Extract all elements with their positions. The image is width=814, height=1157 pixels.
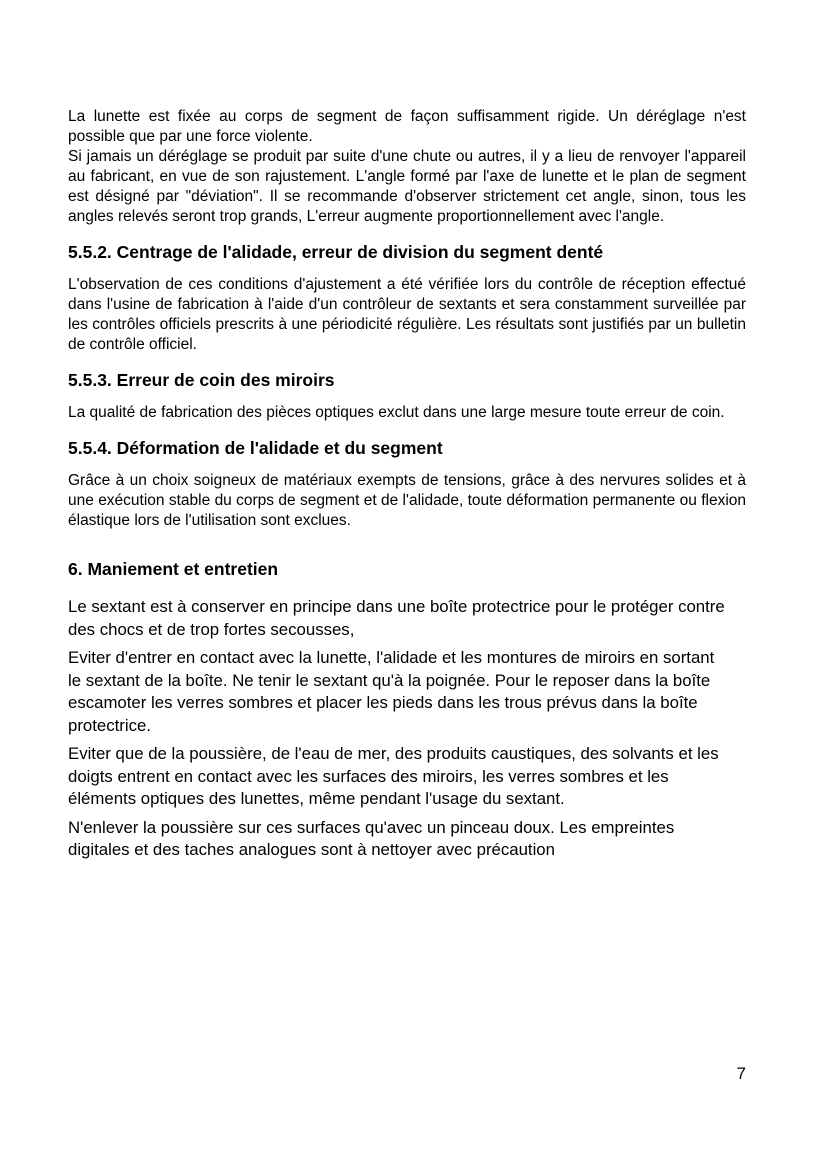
section-heading-554: 5.5.4. Déformation de l'alidade et du segment — [68, 438, 443, 458]
intro-paragraph-2: Si jamais un déréglage se produit par suite d'une chute ou autres, il y a lieu de renvoyer l'appareil au fabricant, en vue de son rajustement. L'angle formé par l'axe de lunette et le plan de segment est désigné par "déviation". Il se recommande d'observer strictement cet angle, sinon, tous les angles relevés seront trop grands, L'erreur augmente proportionnellement avec l'angle. — [68, 148, 746, 225]
section-552-paragraph: L'observation de ces conditions d'ajustement a été vérifiée lors du contrôle de réception effectué dans l'usine de fabrication à l'aide d'un contrôleur de sextants et sera constamment surveillée par les contrôles officiels prescrits à une périodicité régulière. Les résultats sont justifiés par un bulletin de contrôle officiel. — [68, 276, 746, 353]
section-6-paragraph-3: Eviter que de la poussière, de l'eau de mer, des produits caustiques, des solvants et les doigts entrent en contact avec les surfaces des miroirs, les verres sombres et les éléments optiques des lunettes, même pendant l'usage du sextant. — [68, 744, 719, 808]
page-number: 7 — [736, 1064, 746, 1083]
section-554-paragraph: Grâce à un choix soigneux de matériaux exempts de tensions, grâce à des nervures solides et à une exécution stable du corps de segment et de l'alidade, toute déformation permanente ou flexion élastique lors de l'utilisation sont exclues. — [68, 472, 746, 529]
section-6-paragraph-4: N'enlever la poussière sur ces surfaces qu'avec un pinceau doux. Les empreintes digitales et des taches analogues sont à nettoyer avec précaution — [68, 817, 675, 859]
section-heading-553: 5.5.3. Erreur de coin des miroirs — [68, 370, 335, 390]
section-6-paragraph-1: Le sextant est à conserver en principe dans une boîte protectrice pour le protéger contre des chocs et de trop fortes secousses, — [68, 597, 725, 639]
section-553-paragraph: La qualité de fabrication des pièces optiques exclut dans une large mesure toute erreur de coin. — [68, 404, 725, 421]
section-heading-6: 6. Maniement et entretien — [68, 559, 279, 579]
section-heading-552: 5.5.2. Centrage de l'alidade, erreur de division du segment denté — [68, 242, 604, 262]
section-6-paragraph-2: Eviter d'entrer en contact avec la lunette, l'alidade et les montures de miroirs en sortant le sextant de la boîte. Ne tenir le sextant qu'à la poignée. Pour le reposer dans la boîte escamoter les verres sombres et placer les pieds dans les trous prévus dans la boîte protectrice. — [68, 648, 715, 735]
intro-paragraph-1: La lunette est fixée au corps de segment de façon suffisamment rigide. Un déréglage n'est possible que par une force violente. — [68, 108, 746, 145]
